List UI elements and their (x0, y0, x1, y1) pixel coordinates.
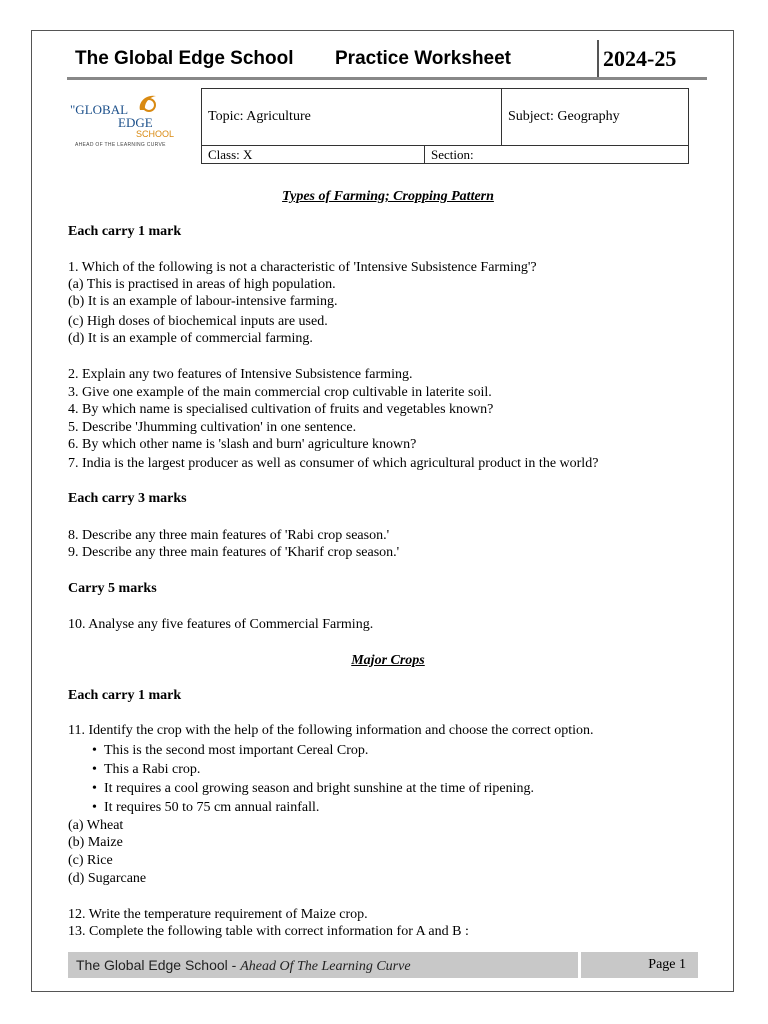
question-line: 10. Analyse any five features of Commercial Farming. (68, 617, 374, 632)
bullet-item: • This is the second most important Cereal Crop. (92, 743, 369, 758)
bullet-item: • It requires 50 to 75 cm annual rainfall. (92, 800, 320, 815)
subject-cell: Subject: Geography (502, 89, 689, 146)
question-line: 2. Explain any two features of Intensive Subsistence farming. (68, 367, 413, 382)
question-line: 1. Which of the following is not a characteristic of 'Intensive Subsistence Farming'? (68, 260, 537, 275)
footer-right-band (581, 952, 698, 978)
header-school-name: The Global Edge School (75, 48, 294, 69)
worksheet-header (67, 40, 707, 80)
question-line: 5. Describe 'Jhumming cultivation' in one sentence. (68, 420, 357, 435)
footer-school: The Global Edge School - Ahead Of The Learning Curve (76, 957, 411, 974)
school-logo (70, 92, 180, 152)
topic-cell: Topic: Agriculture (202, 89, 502, 146)
option-line: (a) This is practised in areas of high population. (68, 277, 336, 292)
page-frame (31, 30, 734, 992)
footer-left-band (68, 952, 578, 978)
option-line: (b) It is an example of labour-intensive farming. (68, 294, 338, 309)
header-divider (597, 40, 599, 80)
marks-heading-4: Each carry 1 mark (68, 688, 182, 703)
marks-heading-1: Each carry 1 mark (68, 224, 182, 239)
logo-swoosh-icon (136, 92, 162, 116)
bullet-item: • It requires a cool growing season and bright sunshine at the time of ripening. (92, 781, 535, 796)
marks-heading-2: Each carry 3 marks (68, 491, 187, 506)
header-title: Practice Worksheet (335, 48, 512, 69)
question-line: 11. Identify the crop with the help of the following information and choose the correct option. (68, 723, 594, 738)
option-line: (d) It is an example of commercial farming. (68, 331, 313, 346)
option-line: (a) Wheat (68, 818, 124, 833)
question-line: 13. Complete the following table with correct information for A and B : (68, 924, 469, 939)
section-title-crops: Major Crops (351, 653, 425, 668)
bullet-item: • This a Rabi crop. (92, 762, 201, 777)
logo-tagline: AHEAD OF THE LEARNING CURVE (75, 142, 166, 148)
footer-tagline: Ahead Of The Learning Curve (240, 959, 411, 974)
option-line: (c) High doses of biochemical inputs are used. (68, 314, 328, 329)
question-line: 7. India is the largest producer as well as consumer of which agricultural product in the world? (68, 456, 599, 471)
logo-text-school: SCHOOL (136, 129, 175, 139)
header-year: 2024-25 (603, 46, 677, 71)
page-number: Page 1 (648, 957, 686, 972)
marks-heading-3: Carry 5 marks (68, 581, 157, 596)
question-line: 4. By which name is specialised cultivation of fruits and vegetables known? (68, 402, 494, 417)
question-line: 12. Write the temperature requirement of Maize crop. (68, 907, 368, 922)
page-footer (68, 952, 698, 978)
option-line: (c) Rice (68, 853, 113, 868)
option-line: (b) Maize (68, 835, 123, 850)
info-table (201, 88, 689, 164)
logo-text-global: "GLOBAL (70, 102, 129, 117)
class-cell: Class: X (202, 146, 425, 164)
section-cell: Section: (425, 146, 689, 164)
header-rule (67, 77, 707, 80)
option-line: (d) Sugarcane (68, 871, 147, 886)
question-line: 3. Give one example of the main commercial crop cultivable in laterite soil. (68, 385, 492, 400)
question-line: 9. Describe any three main features of 'Kharif crop season.' (68, 545, 400, 560)
section-title-farming: Types of Farming; Cropping Pattern (282, 189, 494, 204)
question-line: 8. Describe any three main features of 'Rabi crop season.' (68, 528, 390, 543)
question-line: 6. By which other name is 'slash and burn' agriculture known? (68, 437, 417, 452)
logo-text-edge: EDGE (118, 115, 153, 130)
